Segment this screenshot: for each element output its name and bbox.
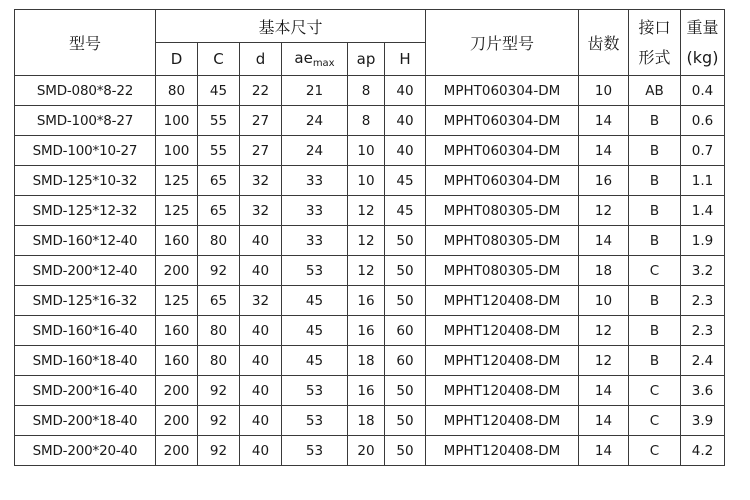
- table-row: [15, 166, 725, 196]
- header-C: C: [198, 43, 240, 76]
- table-row: [15, 76, 725, 106]
- cell-ae-max: 33: [282, 166, 348, 196]
- cell-d: 40: [240, 436, 282, 466]
- cell-weight: 2.3: [681, 316, 725, 346]
- cell-C: 92: [198, 406, 240, 436]
- cell-insert-model: MPHT120408-DM: [426, 406, 579, 436]
- cell-C: 80: [198, 226, 240, 256]
- cell-H: 60: [385, 316, 426, 346]
- cell-insert-model: MPHT060304-DM: [426, 106, 579, 136]
- cell-ae-max: 33: [282, 226, 348, 256]
- cell-d: 40: [240, 316, 282, 346]
- cell-insert-model: MPHT120408-DM: [426, 286, 579, 316]
- cell-C: 92: [198, 256, 240, 286]
- cell-C: 65: [198, 166, 240, 196]
- cell-D: 200: [156, 256, 198, 286]
- table-body: [15, 76, 725, 466]
- cell-weight: 1.9: [681, 226, 725, 256]
- header-basic-dimensions: 基本尺寸: [156, 10, 426, 43]
- cell-teeth: 10: [579, 286, 629, 316]
- cell-C: 92: [198, 436, 240, 466]
- cell-teeth: 14: [579, 226, 629, 256]
- table-row: [15, 346, 725, 376]
- cell-interface: B: [629, 196, 681, 226]
- cell-ap: 8: [348, 76, 385, 106]
- cell-insert-model: MPHT060304-DM: [426, 136, 579, 166]
- cell-D: 160: [156, 346, 198, 376]
- cell-D: 200: [156, 406, 198, 436]
- table-row: [15, 226, 725, 256]
- cell-C: 45: [198, 76, 240, 106]
- cell-model: SMD-125*10-32: [15, 166, 156, 196]
- cell-H: 50: [385, 286, 426, 316]
- cell-model: SMD-160*18-40: [15, 346, 156, 376]
- specification-table: [14, 9, 725, 466]
- cell-H: 40: [385, 106, 426, 136]
- cell-d: 40: [240, 256, 282, 286]
- cell-ap: 8: [348, 106, 385, 136]
- cell-interface: B: [629, 166, 681, 196]
- cell-weight: 2.4: [681, 346, 725, 376]
- cell-model: SMD-160*16-40: [15, 316, 156, 346]
- header-interface-line1: 接口: [638, 17, 671, 37]
- header-weight-line2: (kg): [686, 47, 719, 67]
- cell-C: 92: [198, 376, 240, 406]
- cell-teeth: 16: [579, 166, 629, 196]
- cell-d: 40: [240, 406, 282, 436]
- cell-H: 50: [385, 406, 426, 436]
- table-row: [15, 406, 725, 436]
- cell-ap: 16: [348, 286, 385, 316]
- cell-d: 22: [240, 76, 282, 106]
- table-row: [15, 256, 725, 286]
- cell-ap: 16: [348, 316, 385, 346]
- cell-ae-max: 24: [282, 106, 348, 136]
- cell-insert-model: MPHT060304-DM: [426, 76, 579, 106]
- cell-D: 125: [156, 286, 198, 316]
- cell-teeth: 14: [579, 436, 629, 466]
- cell-interface: B: [629, 226, 681, 256]
- cell-d: 40: [240, 346, 282, 376]
- cell-D: 200: [156, 376, 198, 406]
- cell-weight: 0.6: [681, 106, 725, 136]
- cell-ae-max: 21: [282, 76, 348, 106]
- cell-interface: B: [629, 316, 681, 346]
- cell-ae-max: 33: [282, 196, 348, 226]
- cell-D: 125: [156, 196, 198, 226]
- cell-ap: 12: [348, 256, 385, 286]
- cell-weight: 3.2: [681, 256, 725, 286]
- cell-model: SMD-200*18-40: [15, 406, 156, 436]
- cell-model: SMD-100*10-27: [15, 136, 156, 166]
- cell-interface: B: [629, 106, 681, 136]
- cell-teeth: 14: [579, 376, 629, 406]
- table-row: [15, 106, 725, 136]
- header-insert-model: 刀片型号: [426, 10, 579, 76]
- cell-weight: 1.1: [681, 166, 725, 196]
- header-ae: ae: [294, 49, 313, 67]
- cell-ap: 16: [348, 376, 385, 406]
- cell-H: 45: [385, 166, 426, 196]
- table-row: [15, 436, 725, 466]
- cell-model: SMD-200*20-40: [15, 436, 156, 466]
- header-ae-sub: max: [312, 58, 335, 69]
- cell-insert-model: MPHT080305-DM: [426, 226, 579, 256]
- table-row: [15, 376, 725, 406]
- cell-model: SMD-200*12-40: [15, 256, 156, 286]
- cell-teeth: 10: [579, 76, 629, 106]
- cell-C: 55: [198, 136, 240, 166]
- cell-H: 50: [385, 256, 426, 286]
- cell-ap: 18: [348, 346, 385, 376]
- cell-insert-model: MPHT120408-DM: [426, 376, 579, 406]
- cell-model: SMD-125*16-32: [15, 286, 156, 316]
- cell-interface: C: [629, 376, 681, 406]
- cell-model: SMD-160*12-40: [15, 226, 156, 256]
- cell-model: SMD-100*8-27: [15, 106, 156, 136]
- cell-ap: 18: [348, 406, 385, 436]
- cell-D: 125: [156, 166, 198, 196]
- cell-D: 200: [156, 436, 198, 466]
- cell-D: 100: [156, 136, 198, 166]
- header-interface: [629, 10, 681, 76]
- header-ap: ap: [348, 43, 385, 76]
- header-H: H: [385, 43, 426, 76]
- cell-interface: AB: [629, 76, 681, 106]
- cell-interface: B: [629, 136, 681, 166]
- cell-weight: 3.6: [681, 376, 725, 406]
- cell-d: 40: [240, 376, 282, 406]
- header-model: 型号: [15, 10, 156, 76]
- header-D: D: [156, 43, 198, 76]
- cell-model: SMD-125*12-32: [15, 196, 156, 226]
- cell-C: 80: [198, 316, 240, 346]
- cell-interface: C: [629, 436, 681, 466]
- cell-weight: 2.3: [681, 286, 725, 316]
- cell-d: 40: [240, 226, 282, 256]
- cell-ap: 20: [348, 436, 385, 466]
- cell-interface: B: [629, 286, 681, 316]
- cell-model: SMD-080*8-22: [15, 76, 156, 106]
- cell-H: 50: [385, 436, 426, 466]
- cell-H: 40: [385, 136, 426, 166]
- table-header: [15, 10, 725, 76]
- cell-H: 60: [385, 346, 426, 376]
- cell-weight: 1.4: [681, 196, 725, 226]
- header-teeth: 齿数: [579, 10, 629, 76]
- cell-teeth: 14: [579, 136, 629, 166]
- cell-interface: B: [629, 346, 681, 376]
- table-row: [15, 136, 725, 166]
- cell-C: 80: [198, 346, 240, 376]
- cell-d: 27: [240, 106, 282, 136]
- header-interface-line2: 形式: [638, 47, 671, 67]
- cell-insert-model: MPHT080305-DM: [426, 196, 579, 226]
- cell-weight: 0.7: [681, 136, 725, 166]
- cell-teeth: 12: [579, 346, 629, 376]
- cell-D: 80: [156, 76, 198, 106]
- cell-ap: 10: [348, 136, 385, 166]
- cell-ap: 12: [348, 196, 385, 226]
- cell-weight: 0.4: [681, 76, 725, 106]
- cell-ae-max: 53: [282, 436, 348, 466]
- header-weight-line1: 重量: [686, 17, 719, 37]
- cell-weight: 4.2: [681, 436, 725, 466]
- cell-H: 45: [385, 196, 426, 226]
- cell-teeth: 18: [579, 256, 629, 286]
- cell-ae-max: 24: [282, 136, 348, 166]
- cell-insert-model: MPHT120408-DM: [426, 436, 579, 466]
- cell-C: 55: [198, 106, 240, 136]
- cell-ae-max: 53: [282, 256, 348, 286]
- cell-d: 32: [240, 166, 282, 196]
- cell-ap: 12: [348, 226, 385, 256]
- cell-weight: 3.9: [681, 406, 725, 436]
- cell-model: SMD-200*16-40: [15, 376, 156, 406]
- cell-ap: 10: [348, 166, 385, 196]
- cell-ae-max: 53: [282, 376, 348, 406]
- cell-C: 65: [198, 196, 240, 226]
- cell-d: 32: [240, 196, 282, 226]
- table-row: [15, 286, 725, 316]
- cell-insert-model: MPHT120408-DM: [426, 346, 579, 376]
- cell-insert-model: MPHT060304-DM: [426, 166, 579, 196]
- cell-C: 65: [198, 286, 240, 316]
- cell-D: 160: [156, 316, 198, 346]
- cell-teeth: 14: [579, 406, 629, 436]
- cell-insert-model: MPHT120408-DM: [426, 316, 579, 346]
- table-row: [15, 196, 725, 226]
- table-row: [15, 316, 725, 346]
- header-d: d: [240, 43, 282, 76]
- cell-insert-model: MPHT080305-DM: [426, 256, 579, 286]
- cell-interface: C: [629, 256, 681, 286]
- cell-ae-max: 53: [282, 406, 348, 436]
- cell-d: 27: [240, 136, 282, 166]
- cell-H: 50: [385, 376, 426, 406]
- header-weight: [681, 10, 725, 76]
- cell-teeth: 12: [579, 316, 629, 346]
- cell-teeth: 14: [579, 106, 629, 136]
- cell-interface: C: [629, 406, 681, 436]
- cell-H: 50: [385, 226, 426, 256]
- cell-ae-max: 45: [282, 346, 348, 376]
- cell-D: 160: [156, 226, 198, 256]
- cell-ae-max: 45: [282, 316, 348, 346]
- cell-H: 40: [385, 76, 426, 106]
- cell-D: 100: [156, 106, 198, 136]
- header-ae-max: [282, 43, 348, 76]
- cell-ae-max: 45: [282, 286, 348, 316]
- cell-teeth: 12: [579, 196, 629, 226]
- cell-d: 32: [240, 286, 282, 316]
